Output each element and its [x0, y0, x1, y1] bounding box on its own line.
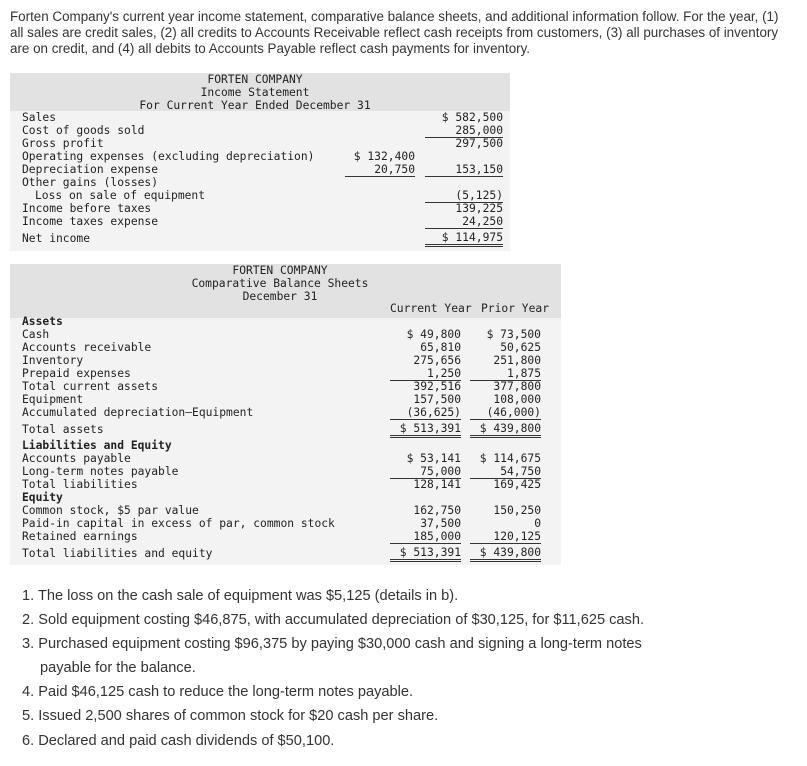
income-statement — [10, 73, 510, 251]
bs-row-label: Common stock, $5 par value — [22, 504, 199, 517]
list-item: 2. Sold equipment costing $46,875, with accumulated depreciation of $30,125, for $11,625 cash. — [22, 612, 645, 629]
bs-row-label: Total assets — [22, 423, 104, 436]
bs-section-heading: Equity — [22, 491, 63, 504]
bs-prior-value: 169,425 — [493, 478, 541, 491]
is-col1-value: 20,750 — [345, 163, 415, 177]
bs-prior-value: 1,875 — [470, 367, 541, 381]
is-col2-value: 24,250 — [425, 215, 503, 229]
bs-row-label: Accumulated depreciation—Equipment — [22, 406, 254, 419]
bs-section-heading: Assets — [22, 315, 63, 328]
bs-current-value: 275,656 — [413, 354, 461, 367]
bs-row-label: Long-term notes payable — [22, 465, 179, 478]
bs-row-label: Total liabilities and equity — [22, 547, 213, 560]
bs-company: FORTEN COMPANY — [232, 264, 328, 277]
is-row-label: Income before taxes — [22, 202, 152, 215]
bs-current-value: 157,500 — [413, 393, 461, 406]
bs-row-label: Cash — [22, 328, 50, 341]
is-row-label: Operating expenses (excluding depreciation) — [22, 150, 315, 163]
is-row-label: Income taxes expense — [22, 215, 159, 228]
bs-row-label: Equipment — [22, 393, 84, 406]
bs-current-value: 37,500 — [420, 517, 461, 530]
bs-row-label: Accounts payable — [22, 452, 131, 465]
bs-prior-value: (46,000) — [470, 406, 541, 420]
is-row-label: Depreciation expense — [22, 163, 159, 176]
bs-current-value: 162,750 — [413, 504, 461, 517]
bs-prior-value: 251,800 — [493, 354, 541, 367]
bs-prior-value: 377,800 — [493, 380, 541, 393]
is-col2-value: 153,150 — [425, 163, 503, 177]
bs-current-value: 128,141 — [413, 478, 461, 491]
bs-current-value: 392,516 — [413, 380, 461, 393]
is-row-label: Other gains (losses) — [22, 176, 159, 189]
is-row-label: Loss on sale of equipment — [35, 189, 206, 202]
is-row-label: Sales — [22, 111, 57, 124]
bs-prior-value: 54,750 — [470, 465, 541, 479]
list-item: 3. Purchased equipment costing $96,375 by paying $30,000 cash and signing a long-term notes — [22, 636, 642, 653]
is-company: FORTEN COMPANY — [207, 73, 303, 86]
is-col2-value: $ 582,500 — [441, 111, 503, 124]
bs-prior-value: $ 439,800 — [470, 546, 541, 562]
bs-current-value: 75,000 — [390, 465, 461, 479]
additional-information-list — [22, 584, 644, 753]
bs-col-prior-header: Prior Year — [481, 302, 550, 315]
bs-current-value: $ 49,800 — [406, 328, 461, 341]
bs-prior-value: 120,125 — [470, 530, 541, 544]
bs-row-label: Retained earnings — [22, 530, 138, 543]
bs-row-label: Total current assets — [22, 380, 159, 393]
bs-prior-value: 150,250 — [493, 504, 541, 517]
is-row-label: Net income — [22, 232, 91, 245]
bs-row-label: Paid-in capital in excess of par, common stock — [22, 517, 335, 530]
bs-prior-value: $ 114,675 — [479, 452, 541, 465]
bs-section-heading: Liabilities and Equity — [22, 439, 172, 452]
bs-current-value: 1,250 — [390, 367, 461, 381]
list-item: 5. Issued 2,500 shares of common stock for $20 cash per share. — [22, 708, 439, 725]
list-item-continuation: payable for the balance. — [40, 660, 196, 677]
bs-title: Comparative Balance Sheets — [191, 277, 369, 290]
balance-sheet — [10, 264, 561, 565]
bs-current-value: 65,810 — [420, 341, 461, 354]
bs-date: December 31 — [242, 290, 318, 303]
is-row-label: Gross profit — [22, 137, 104, 150]
is-col1-value: $ 132,400 — [353, 150, 415, 163]
bs-current-value: (36,625) — [390, 406, 461, 420]
is-net-income-value: $ 114,975 — [425, 231, 503, 247]
list-item: 4. Paid $46,125 cash to reduce the long-term notes payable. — [22, 684, 414, 701]
bs-row-label: Accounts receivable — [22, 341, 152, 354]
problem-intro: Forten Company's current year income statement, comparative balance sheets, and additional information follow. For the year, (1) all sales are credit sales, (2) all credits to Accounts Receivable reflect cash receipts from customers, (3) all purchases of inventory are on credit, and (4) all debits to Accounts Payable reflect cash payments for inventory. — [10, 9, 779, 56]
bs-prior-value: 108,000 — [493, 393, 541, 406]
is-col2-value: (5,125) — [425, 189, 503, 203]
bs-current-value: $ 53,141 — [406, 452, 461, 465]
is-period: For Current Year Ended December 31 — [139, 99, 371, 112]
list-item: 1. The loss on the cash sale of equipment was $5,125 (details in b). — [22, 588, 459, 604]
is-col2-value: 139,225 — [455, 202, 503, 215]
bs-current-value: $ 513,391 — [390, 546, 461, 562]
bs-current-value: $ 513,391 — [390, 422, 461, 438]
bs-row-label: Total liabilities — [22, 478, 138, 491]
bs-prior-value: $ 439,800 — [470, 422, 541, 438]
bs-current-value: 185,000 — [390, 530, 461, 544]
bs-prior-value: 0 — [534, 517, 541, 530]
bs-row-label: Inventory — [22, 354, 84, 367]
is-col2-value: 297,500 — [455, 137, 503, 150]
bs-row-label: Prepaid expenses — [22, 367, 131, 380]
bs-prior-value: $ 73,500 — [486, 328, 541, 341]
is-row-label: Cost of goods sold — [22, 124, 145, 137]
list-item: 6. Declared and paid cash dividends of $50,100. — [22, 732, 335, 749]
is-title: Income Statement — [200, 86, 310, 99]
bs-col-current-header: Current Year — [390, 302, 472, 315]
is-col2-value: 285,000 — [425, 124, 503, 138]
bs-prior-value: 50,625 — [500, 341, 541, 354]
